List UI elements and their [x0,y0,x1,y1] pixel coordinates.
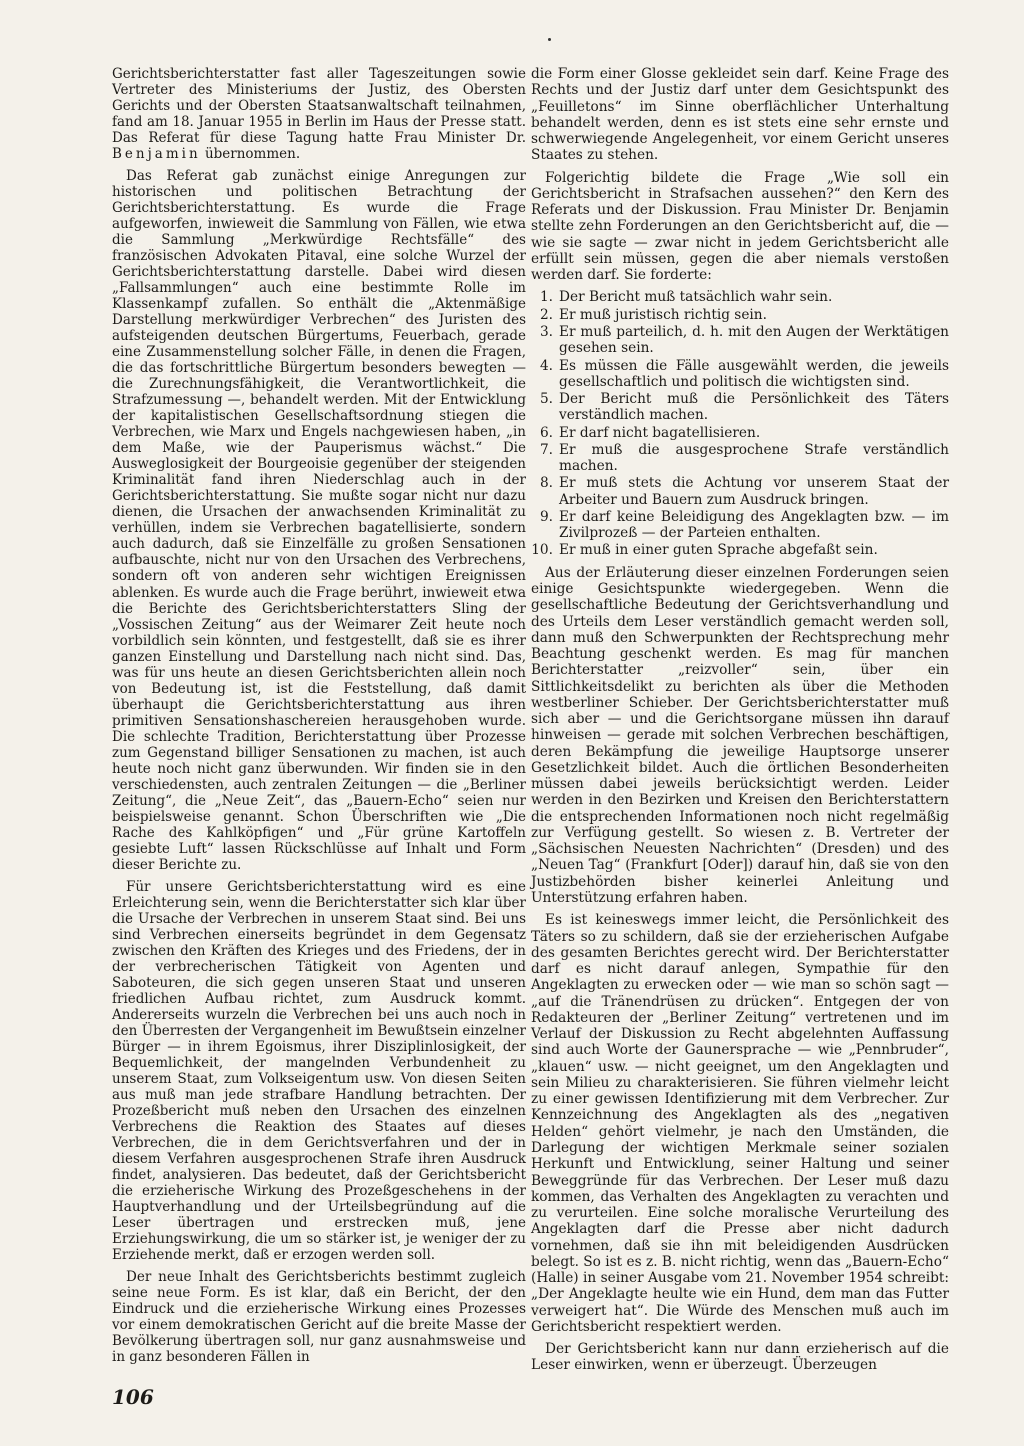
list-item: 2. Er muß juristisch richtig sein. [539,306,767,323]
list-item: 6. Er darf nicht bagatellisieren. [539,424,761,441]
right-column [531,66,949,1380]
list-item: 5. Der Bericht muß die Persönlichkeit des Täters verständlich machen. [539,391,949,424]
paragraph: Es ist keineswegs immer leicht, die Persönlichkeit des Täters so zu schildern, daß sie der erzieherischen Aufgabe des gesamten Berichtes gerecht wird. Der Berichterstatter darf es nicht darauf anlegen, Sympathie für den Angeklagten zu erwecken oder — wie man so schön sagt — „auf die Tränendrüsen zu drücken“. Entgegen der von Redakteuren der „Berliner Zeitung“ vertretenen und im Verlauf der Diskussion zu Recht abgelehnten Auffassung sind auch Worte der Gaunersprache — wie „Pennbruder“, „klauen“ usw. — nicht geeignet, um den Angeklagten und sein Milieu zu charakterisieren. Sie führen vielmehr leicht zu einer gewissen Identifizierung mit dem Verbrecher. Zur Kennzeichnung des Angeklagten als des „negativen Helden“ gehört vielmehr, je nach den Umständen, die Darlegung der wichtigen Merkmale seiner sozialen Herkunft und Entwicklung, seiner Haltung und seiner Beweggründe für das Verbrechen. Der Leser muß dazu kommen, das Verhalten des Angeklagten zu verachten und zu verurteilen. Eine solche moralische Verurteilung des Angeklagten darf die Presse aber nicht dadurch vornehmen, daß sie ihn mit beleidigenden Ausdrücken belegt. So ist es z. B. nicht richtig, wenn das „Bauern-Echo“ (Halle) in seiner Ausgabe vom 21. November 1954 schreibt: „Der Angeklagte heulte wie ein Hund, dem man das Futter verweigert hat“. Die Würde des Menschen muß auch im Gerichtsbericht respektiert werden. [531,912,949,1335]
list-item: 10. Er muß in einer guten Sprache abgefaßt sein. [531,542,878,559]
page-number: 106 [112,1385,154,1409]
paragraph: Gerichtsberichterstatter fast aller Tageszeitungen sowie Vertreter des Ministeriums der Justiz, des Obersten Gerichts und der Obersten Staatsanwaltschaft teilnahmen, fand am 18. Januar 1955 in Berlin im Haus der Presse statt. Das Referat für diese Tagung hatte Frau Minister Dr. Benjamin übernommen. [112,66,526,163]
paragraph: Aus der Erläuterung dieser einzelnen Forderungen seien einige Gesichtspunkte wiedergegeben. Wenn die gesellschaftliche Bedeutung der Gerichtsverhandlung und des Urteils dem Leser verständlich gemacht werden soll, dann muß den Schwerpunkten der Rechtsprechung mehr Beachtung geschenkt werden. Es mag für manchen Berichterstatter „reizvoller“ sein, über ein Sittlichkeitsdelikt zu berichten als über die Methoden westberliner Schieber. Der Gerichtsberichterstatter muß sich aber — und die Gerichtsorgane müssen ihn darauf hinweisen — gerade mit solchen Verbrechen beschäftigen, deren Bekämpfung die jeweilige Hauptsorge unserer Gesetzlichkeit bildet. Auch die örtlichen Besonderheiten müssen dabei jeweils berücksichtigt werden. Leider werden in den Bezirken und Kreisen den Berichterstattern die entsprechenden Informationen noch nicht regelmäßig zur Verfügung gestellt. So wiesen z. B. Vertreter der „Sächsischen Neuesten Nachrichten“ (Dresden) und des „Neuen Tag“ (Frankfurt [Oder]) darauf hin, daß sie von den Justizbehörden bisher keinerlei Anleitung und Unterstützung erfahren haben. [531,564,949,907]
paragraph: Folgerichtig bildete die Frage „Wie soll ein Gerichtsbericht in Strafsachen aussehen?“ den Kern des Referats und der Diskussion. Frau Minister Dr. Benjamin stellte zehn Forderungen an den Gerichtsbericht auf, die — wie sie sagte — zwar nicht in jedem Gerichtsbericht alle erfüllt sein müssen, gegen die aber niemals verstoßen werden darf. Sie forderte: [531,169,949,284]
paragraph: Für unsere Gerichtsberichterstattung wird es eine Erleichterung sein, wenn die Berichterstatter sich klar über die Ursache der Verbrechen in unserem Staat sind. Bei uns sind Verbrechen einerseits begründet in dem Gegensatz zwischen den Kräften des Krieges und des Friedens, der in der verbrecherischen Tätigkeit von Agenten und Saboteuren, die sich gegen unseren Staat und unseren friedlichen Aufbau richtet, zum Ausdruck kommt. Andererseits wurzeln die Verbrechen bei uns auch noch in den Überresten der Vergangenheit im Bewußtsein einzelner Bürger — in ihrem Egoismus, ihrer Disziplinlosigkeit, der Bequemlichkeit, der mangelnden Verbundenheit zu unserem Staat, zum Volkseigentum usw. Von diesen Seiten aus muß man jede strafbare Handlung betrachten. Der Prozeßbericht muß neben den Ursachen des einzelnen Verbrechens die Reaktion des Staates auf dieses Verbrechen, die in dem Gerichtsverfahren und der in diesem Verfahren ausgesprochenen Strafe ihren Ausdruck findet, analysieren. Das bedeutet, daß der Gerichtsbericht die erzieherische Wirkung des Prozeßgeschehens in der Hauptverhandlung und der Urteilsbegründung auf die Leser übertragen und erstrecken muß, jene Erziehungswirkung, die um so stärker ist, je weniger der zu Erziehende merkt, daß er erzogen werden soll. [112,878,526,1264]
left-column [112,66,526,1371]
list-item: 8. Er muß stets die Achtung vor unserem Staat der Arbeiter und Bauern zum Ausdruck bringen. [539,475,949,508]
list-item: 3. Er muß parteilich, d. h. mit den Augen der Werktätigen gesehen sein. [539,323,949,357]
person-name: Benjamin [112,146,201,163]
paragraph: Das Referat gab zunächst einige Anregungen zur historischen und politischen Betrachtung der Gerichtsberichterstattung. Es wurde die Frage aufgeworfen, inwieweit die Sammlung von Fällen, wie etwa die Sammlung „Merkwürdige Rechtsfälle“ des französischen Advokaten Pitaval, eine solche Wurzel der Gerichtsberichterstattung darstelle. Dabei wird diesen „Fallsammlungen“ auch eine bestimmte Rolle im Klassenkampf zufallen. So enthält die „Aktenmäßige Darstellung merkwürdiger Verbrechen“ des Juristen des aufsteigenden deutschen Bürgertums, Feuerbach, gerade eine Zusammenstellung solcher Fälle, in denen die Fragen, die das fortschrittliche Bürgertum besonders bewegten — die Zurechnungsfähigkeit, die Verantwortlichkeit, die Strafzumessung —, behandelt werden. Mit der Entwicklung der kapitalistischen Gesellschaftsordnung stiegen die Verbrechen, wie Marx und Engels nachgewiesen haben, „in dem Maße, wie der Pauperismus wächst.“ Die Ausweglosigkeit der Bourgeoisie gegenüber der steigenden Kriminalität fand ihren Niederschlag auch in der Gerichtsberichterstattung. Sie mußte sogar nicht nur dazu dienen, die Ursachen der anwachsenden Kriminalität zu verhüllen, indem sie Verbrechen bagatellisierte, sondern auch dadurch, daß sie Einzelfälle zu großen Sensationen aufbauschte, nicht nur von den Ursachen des Verbrechens, sondern oft von anderen sehr wichtigen Ereignissen ablenken. Es wurde auch die Frage berührt, inwieweit etwa die Berichte des Gerichtsberichterstatters Sling der „Vossischen Zeitung“ aus der Weimarer Zeit heute noch vorbildlich sein könnten, und festgestellt, daß sie es ihrer ganzen Einstellung und Darstellung nach nicht sind. Das, was für uns heute an diesen Gerichtsberichten allein noch von Bedeutung ist, ist die Feststellung, daß damit überhaupt die Gerichtsberichterstattung aus ihren primitiven Sensationshaschereien herausgehoben wurde. Die schlechte Tradition, Berichterstattung über Prozesse zum Gegenstand billiger Sensationen zu machen, ist auch heute noch nicht ganz überwunden. Wir finden sie in den verschiedensten, auch zentralen Zeitungen — die „Berliner Zeitung“, die „Neue Zeit“, das „Bauern-Echo“ seien nur beispielsweise genannt. Schon Überschriften wie „Die Rache des Kahlköpfigen“ und „Für grüne Kartoffeln gesiebte Luft“ lassen Rückschlüsse auf Inhalt und Form dieser Berichte zu. [112,168,526,873]
print-speck [548,38,551,41]
list-item: 9. Er darf keine Beleidigung des Angeklagten bzw. — im Zivilprozeß — der Parteien enthalten. [539,508,949,542]
demands-list [531,289,949,558]
list-item: 7. Er muß die ausgesprochene Strafe verständlich machen. [539,441,949,475]
list-item: 4. Es müssen die Fälle ausgewählt werden, die jeweils gesellschaftlich und politisch die wichtigsten sind. [539,357,949,390]
paragraph: die Form einer Glosse gekleidet sein darf. Keine Frage des Rechts und der Justiz darf unter dem Gesichtspunkt des „Feuilletons“ im Sinne oberflächlicher Unterhaltung behandelt werden, denn es ist stets eine sehr ernste und schwerwiegende Angelegenheit, vor einem Gericht unseres Staates zu stehen. [531,66,949,164]
paragraph: Der Gerichtsbericht kann nur dann erzieherisch auf die Leser einwirken, wenn er überzeugt. Überzeugen [531,1341,949,1374]
list-item: 1. Der Bericht muß tatsächlich wahr sein. [539,289,833,306]
paragraph: Der neue Inhalt des Gerichtsberichts bestimmt zugleich seine neue Form. Es ist klar, daß ein Bericht, der den Eindruck und die erzieherische Wirkung eines Prozesses vor einem demokratischen Gericht auf die breite Masse der Bevölkerung übertragen soll, nur ganz ausnahmsweise und in ganz besonderen Fällen in [112,1269,526,1366]
